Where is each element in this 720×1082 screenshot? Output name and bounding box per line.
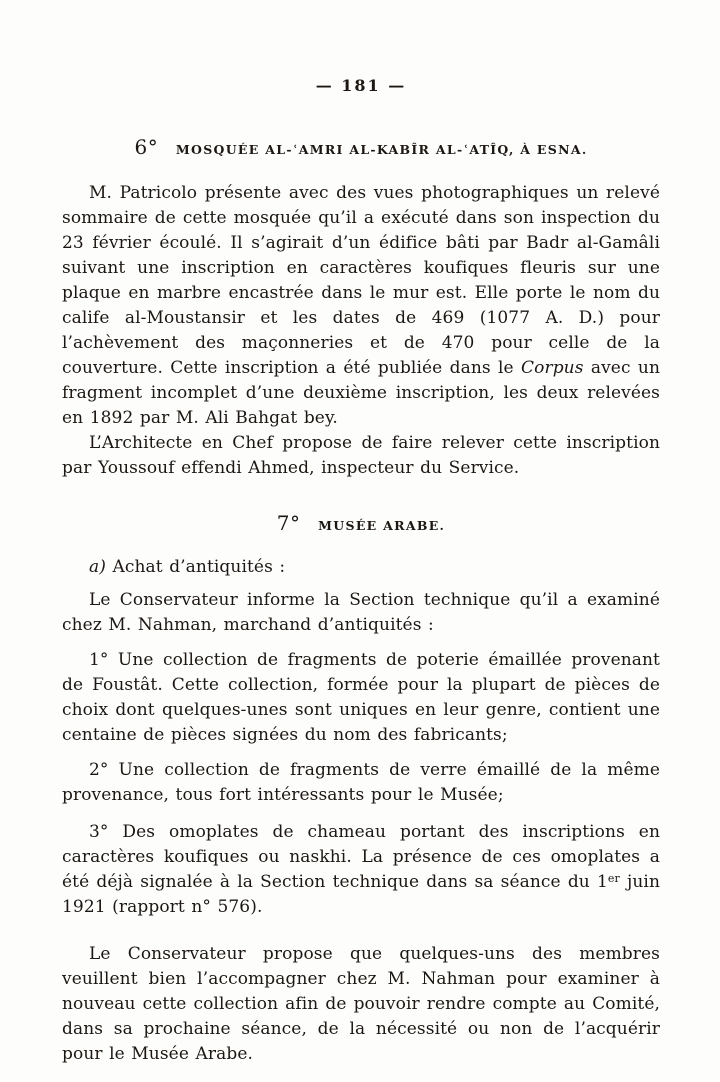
list-item-3-omoplates — [62, 820, 660, 920]
section-7-title: MUSÉE ARABE. — [318, 518, 446, 533]
page-number: — 181 — — [315, 76, 407, 95]
list-item-3-text-1: 3° Des omoplates de chameau portant des inscriptions en caractères koufiques ou naskhi. La présence de ces omoplates a été déjà signalée à la Section technique dans sa séance du 1 — [62, 822, 660, 892]
list-item-1-poterie: 1° Une collection de fragments de poterie émaillée provenant de Foustât. Cette collection, formée pour la plupart de pièces de choix dont quelques-unes sont uniques en leur genre, contient une centaine de pièces signées du nom des fabricants; — [62, 650, 660, 745]
subsection-a-label: a) — [89, 557, 106, 577]
paragraph-architecte-proposal: L’Architecte en Chef propose de faire relever cette inscription par Youssouf effendi Ahmed, inspecteur du Service. — [62, 433, 660, 478]
section-6-number: 6° — [134, 135, 159, 159]
paragraph-patricolo-text-1: M. Patricolo présente avec des vues photographiques un relevé sommaire de cette mosquée qu’il a exécuté dans son inspection du 23 février écoulé. Il s’agirait d’un édifice bâti par Badr al-Gamâli suivant une inscription en caractères koufiques fleuris sur une plaque en marbre encastrée dans le mur est. Elle porte le nom du calife al-Moustansir et les dates de 469 (1077 A. D.) pour l’achèvement des maçonneries et de 470 pour celle de la couverture. Cette inscription a été publiée dans le — [62, 183, 660, 378]
section-7-heading — [62, 511, 660, 537]
section-7-number: 7° — [276, 511, 301, 535]
section-6-title: MOSQUÉE AL-ʿAMRI AL-KABÎR AL-ʿATÎQ, À ESNA. — [175, 142, 588, 157]
corpus-italic-word: Corpus — [521, 358, 584, 378]
list-item-3-text-2: juin 1921 (rapport n° 576). — [62, 872, 661, 917]
ordinal-superscript-er: er — [607, 872, 620, 885]
subsection-a-text: Achat d’antiquités : — [105, 557, 286, 577]
paragraph-conservateur-informe: Le Conservateur informe la Section technique qu’il a examiné chez M. Nahman, marchand d’antiquités : — [62, 590, 660, 635]
subsection-a-heading — [62, 555, 660, 580]
paragraph-patricolo-report — [62, 181, 660, 431]
list-item-2-verre: 2° Une collection de fragments de verre émaillé de la même provenance, tous fort intéressants pour le Musée; — [62, 760, 660, 805]
paragraph-patricolo-text-2: avec un fragment incomplet d’une deuxième inscription, les deux relevées en 1892 par M. Ali Bahgat bey. — [62, 358, 660, 428]
paragraph-conservateur-propose: Le Conservateur propose que quelques-uns des membres veuillent bien l’accompagner chez M. Nahman pour examiner à nouveau cette collection afin de pouvoir rendre compte au Comité, dans sa prochaine séance, de la nécessité ou non de l’acquérir pour le Musée Arabe. — [62, 944, 660, 1064]
section-6-heading — [62, 135, 660, 161]
